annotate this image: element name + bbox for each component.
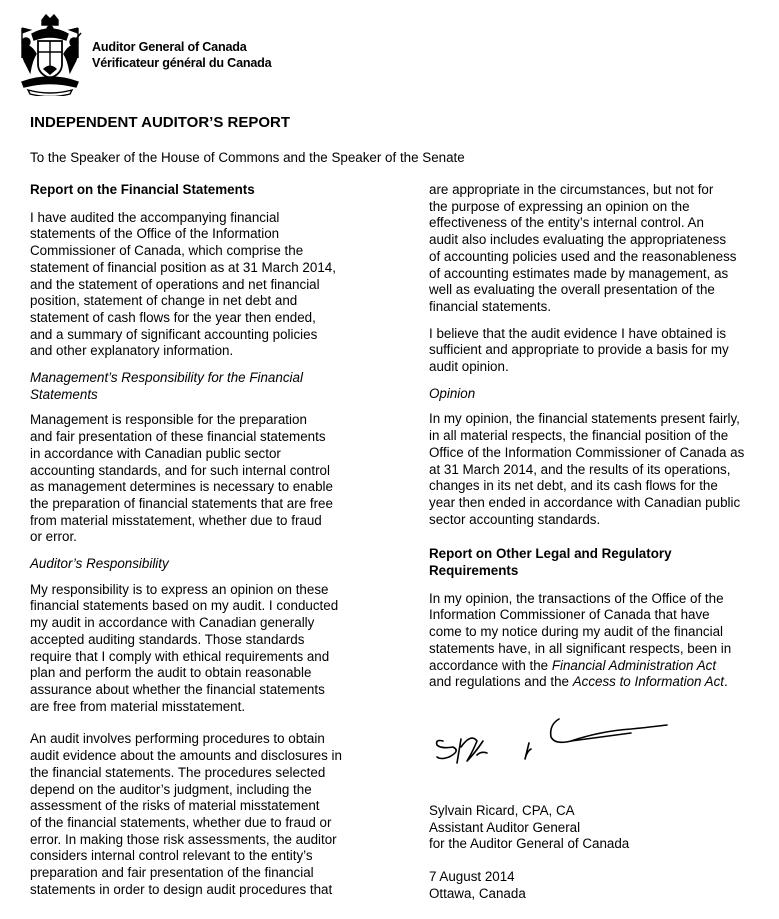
paragraph-auditor-1: My responsibility is to express an opinion on these financial statements based on my audit. I conducted my audit in accordance with Canadian generally accepted auditing standards. Those standards require that I comply with ethical requirements and plan and perform the audit to obtain reasonable assurance about whether the financial statements are free from material misstatement. xyxy=(30,581,339,714)
signing-place: Ottawa, Canada xyxy=(429,885,526,901)
agency-name-fr: Vérificateur général du Canada xyxy=(92,56,272,70)
paragraph-opinion: In my opinion, the financial statements present fairly, in all material respects, the financial position of the Office of the Information Commissioner of Canada as at 31 March 2014, and the results of its operations, changes in its net debt, and its cash flows for the year then ended in accordance with Canadian public sector accounting standards. xyxy=(429,411,745,527)
signer-org: for the Auditor General of Canada xyxy=(429,836,630,852)
signer-block xyxy=(429,803,774,903)
right-column xyxy=(429,182,774,919)
signing-date-place xyxy=(429,869,774,902)
act-title-financial-administration: Financial Administration Act xyxy=(551,657,717,673)
signer-details xyxy=(429,803,774,853)
agency-name-en: Auditor General of Canada xyxy=(92,40,247,54)
report-title: INDEPENDENT AUDITOR’S REPORT xyxy=(30,114,291,131)
signer-role: Assistant Auditor General xyxy=(429,819,581,835)
coat-of-arms-icon xyxy=(18,14,82,96)
left-column xyxy=(30,182,392,908)
salutation: To the Speaker of the House of Commons and the Speaker of the Senate xyxy=(30,150,465,165)
subheading-management-responsibility: Management’s Responsibility for the Financial Statements xyxy=(30,370,303,402)
act-title-access-to-information: Access to Information Act xyxy=(572,674,725,690)
signer-name: Sylvain Ricard, CPA, CA xyxy=(429,802,575,818)
subheading-opinion: Opinion xyxy=(429,385,476,401)
paragraph-auditor-2: An audit involves performing procedures to obtain audit evidence about the amounts and disclosures in the financial statements. The procedures selected depend on the auditor’s judgment, including the assessment of the risks of material misstatement of the financial statements, whether due to fraud or error. In making those risk assessments, the auditor considers internal control relevant to the entity’s preparation and fair presentation of the financial statements in order to design audit procedures that xyxy=(30,731,342,897)
agency-name xyxy=(92,39,271,71)
paragraph-evidence: I believe that the audit evidence I have obtained is sufficient and appropriate to provide a basis for my audit opinion. xyxy=(429,325,729,375)
section-heading-financial-statements: Report on the Financial Statements xyxy=(30,182,255,197)
section-heading-legal-requirements: Report on Other Legal and Regulatory Requirements xyxy=(429,546,672,579)
signing-date: 7 August 2014 xyxy=(429,869,515,885)
letterhead xyxy=(18,14,318,96)
paragraph-audit-continued: are appropriate in the circumstances, but not for the purpose of expressing an opinion on the effectiveness of the entity’s internal control. An audit also includes evaluating the appropriateness of accounting policies used and the reasonableness of accounting estimates made by management, as well as evaluating the overall presentation of the financial statements. xyxy=(429,182,737,314)
paragraph-intro: I have audited the accompanying financial statements of the Office of the Information Commissioner of Canada, which comprise the statement of financial position as at 31 March 2014, and the statement of operations and net financial position, statement of change in net debt and statement of cash flows for the year then ended, and a summary of significant accounting policies and other explanatory information. xyxy=(30,209,336,359)
paragraph-management: Management is responsible for the preparation and fair presentation of these financial statements in accordance with Canadian public sector accounting standards, and for such internal control as management determines is necessary to enable the preparation of financial statements that are free from material misstatement, whether due to fraud or error. xyxy=(30,412,333,545)
subheading-auditor-responsibility: Auditor’s Responsibility xyxy=(30,556,169,572)
signature-image xyxy=(431,711,671,773)
paragraph-legal: In my opinion, the transactions of the Office of the Information Commissioner of Canada that have come to my notice during my audit of the financial statements have, in all significant respects, been in accordance with the Financial Administration Act and regulations and the Access to Information Act. xyxy=(429,590,732,690)
